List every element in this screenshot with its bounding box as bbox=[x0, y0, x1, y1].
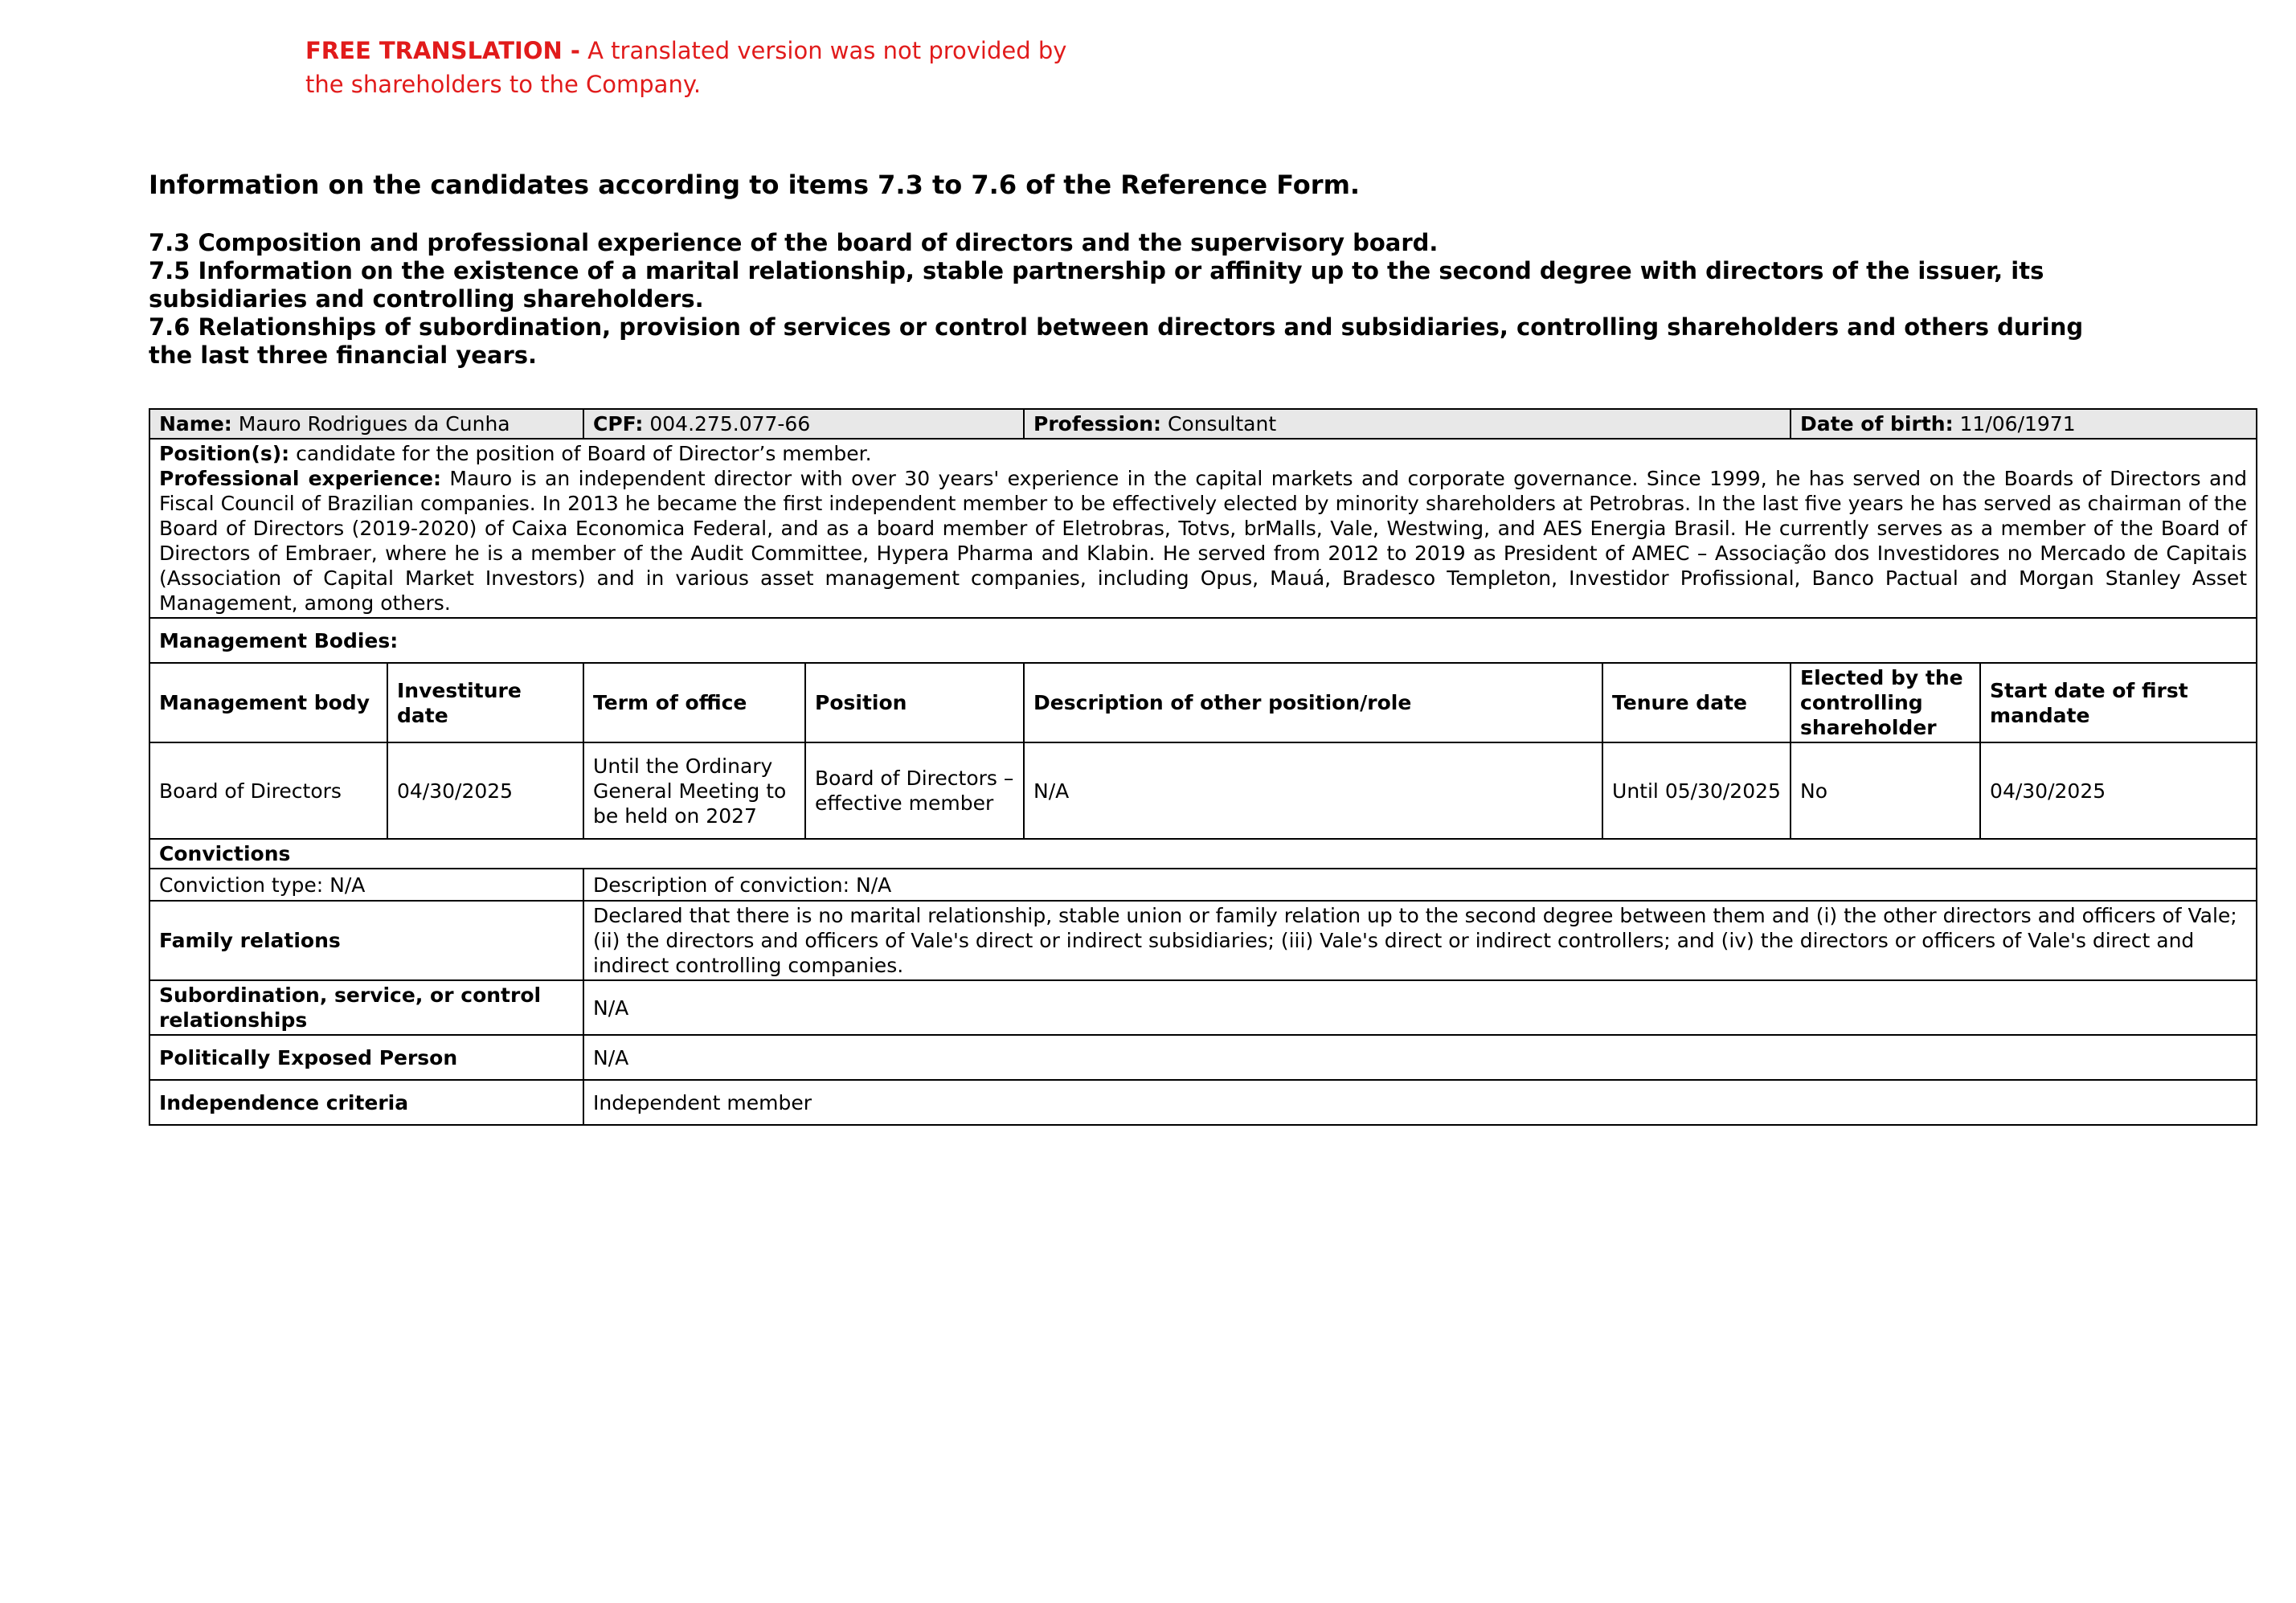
management-data-row bbox=[149, 742, 2257, 839]
subordination-label: Subordination, service, or control relationships bbox=[149, 980, 583, 1035]
independence-row bbox=[149, 1080, 2257, 1125]
cell-start-date: 04/30/2025 bbox=[1980, 742, 2257, 839]
header-start-date: Start date of first mandate bbox=[1980, 663, 2257, 742]
candidate-header-row bbox=[149, 409, 2257, 439]
free-translation-notice bbox=[305, 34, 1109, 101]
family-relations-value: Declared that there is no marital relationship, stable union or family relation up to the second degree between them and (i) the other directors and officers of Vale; (ii) the directors and officers of Vale's direct or indirect subsidiaries; (iii) Vale's direct or indirect controllers; and (iv) the directors or officers of Vale's direct and indirect controlling companies. bbox=[583, 901, 2257, 980]
cell-position: Board of Directors – effective member bbox=[805, 742, 1024, 839]
cell-term-of-office: Until the Ordinary General Meeting to be held on 2027 bbox=[583, 742, 805, 839]
page-title: Information on the candidates according to items 7.3 to 7.6 of the Reference Form. bbox=[149, 170, 1361, 200]
family-relations-row bbox=[149, 901, 2257, 980]
candidate-table bbox=[149, 408, 2257, 1126]
management-title-row bbox=[149, 618, 2257, 663]
cpf-cell bbox=[583, 409, 1024, 439]
experience-text: Mauro is an independent director with over 30 years' experience in the capital markets and corporate governance. Since 1999, he has served on the Boards of Directors and Fiscal Council of Brazilian companies. In 2013 he became the first independent member to be effectively elected by minority shareholders at Petrobras. In the last five years he has served as chairman of the Board of Directors (2019-2020) of Caixa Economica Federal, and as a board member of Eletrobras, Totvs, brMalls, Vale, Westwing, and AES Energia Brasil. He currently serves as a member of the Board of Directors of Embraer, where he is a member of the Audit Committee, Hypera Pharma and Klabin. He served from 2012 to 2019 as President of AMEC – Associação dos Investidores no Mercado de Capitais (Association of Capital Market Investors) and in various asset management companies, including Opus, Mauá, Bradesco Templeton, Investidor Profissional, Banco Pactual and Morgan Stanley Asset Management, among others. bbox=[159, 467, 2248, 615]
family-relations-label: Family relations bbox=[149, 901, 583, 980]
conviction-description: Description of conviction: N/A bbox=[583, 869, 2257, 901]
profession-cell bbox=[1024, 409, 1791, 439]
profession-label: Profession: bbox=[1033, 412, 1161, 436]
header-investiture-date: Investiture date bbox=[387, 663, 583, 742]
reference-items bbox=[149, 229, 2110, 370]
candidate-profession: Consultant bbox=[1167, 412, 1277, 436]
header-term-of-office: Term of office bbox=[583, 663, 805, 742]
item-7-3: 7.3 Composition and professional experience of the board of directors and the supervisory board. bbox=[149, 229, 1439, 256]
positions-value: candidate for the position of Board of Director’s member. bbox=[296, 442, 872, 465]
item-7-6: 7.6 Relationships of subordination, provision of services or control between directors and subsidiaries, controlling shareholders and others during the last three financial years. bbox=[149, 313, 2084, 369]
notice-text: A translated version was not provided by the shareholders to the Company. bbox=[305, 37, 1067, 98]
experience-row bbox=[149, 439, 2257, 618]
experience-paragraph bbox=[159, 466, 2247, 615]
independence-label: Independence criteria bbox=[149, 1080, 583, 1125]
conviction-type: Conviction type: N/A bbox=[149, 869, 583, 901]
convictions-title: Convictions bbox=[149, 839, 2257, 869]
cell-investiture-date: 04/30/2025 bbox=[387, 742, 583, 839]
experience-label: Professional experience: bbox=[159, 467, 441, 490]
management-title: Management Bodies: bbox=[149, 618, 2257, 663]
positions-line bbox=[159, 441, 2247, 466]
dob-cell bbox=[1791, 409, 2257, 439]
pep-row bbox=[149, 1035, 2257, 1080]
item-7-5: 7.5 Information on the existence of a marital relationship, stable partnership or affinity up to the second degree with directors of the issuer, its subsidiaries and controlling shareholders. bbox=[149, 257, 2044, 313]
header-elected-by-controlling: Elected by the controlling shareholder bbox=[1791, 663, 1980, 742]
notice-label: FREE TRANSLATION - bbox=[305, 37, 580, 64]
candidate-dob: 11/06/1971 bbox=[1959, 412, 2076, 436]
convictions-title-row bbox=[149, 839, 2257, 869]
positions-label: Position(s): bbox=[159, 442, 290, 465]
cell-management-body: Board of Directors bbox=[149, 742, 387, 839]
cell-elected-by-controlling: No bbox=[1791, 742, 1980, 839]
convictions-row bbox=[149, 869, 2257, 901]
independence-value: Independent member bbox=[583, 1080, 2257, 1125]
pep-value: N/A bbox=[583, 1035, 2257, 1080]
candidate-name: Mauro Rodrigues da Cunha bbox=[238, 412, 510, 436]
header-position: Position bbox=[805, 663, 1024, 742]
name-label: Name: bbox=[159, 412, 232, 436]
candidate-cpf: 004.275.077-66 bbox=[649, 412, 811, 436]
header-tenure-date: Tenure date bbox=[1602, 663, 1791, 742]
pep-label: Politically Exposed Person bbox=[149, 1035, 583, 1080]
management-header-row bbox=[149, 663, 2257, 742]
cell-other-position: N/A bbox=[1024, 742, 1602, 839]
subordination-value: N/A bbox=[583, 980, 2257, 1035]
header-management-body: Management body bbox=[149, 663, 387, 742]
dob-label: Date of birth: bbox=[1800, 412, 1954, 436]
experience-cell bbox=[149, 439, 2257, 618]
subordination-row bbox=[149, 980, 2257, 1035]
name-cell bbox=[149, 409, 583, 439]
cpf-label: CPF: bbox=[593, 412, 644, 436]
header-other-position: Description of other position/role bbox=[1024, 663, 1602, 742]
cell-tenure-date: Until 05/30/2025 bbox=[1602, 742, 1791, 839]
